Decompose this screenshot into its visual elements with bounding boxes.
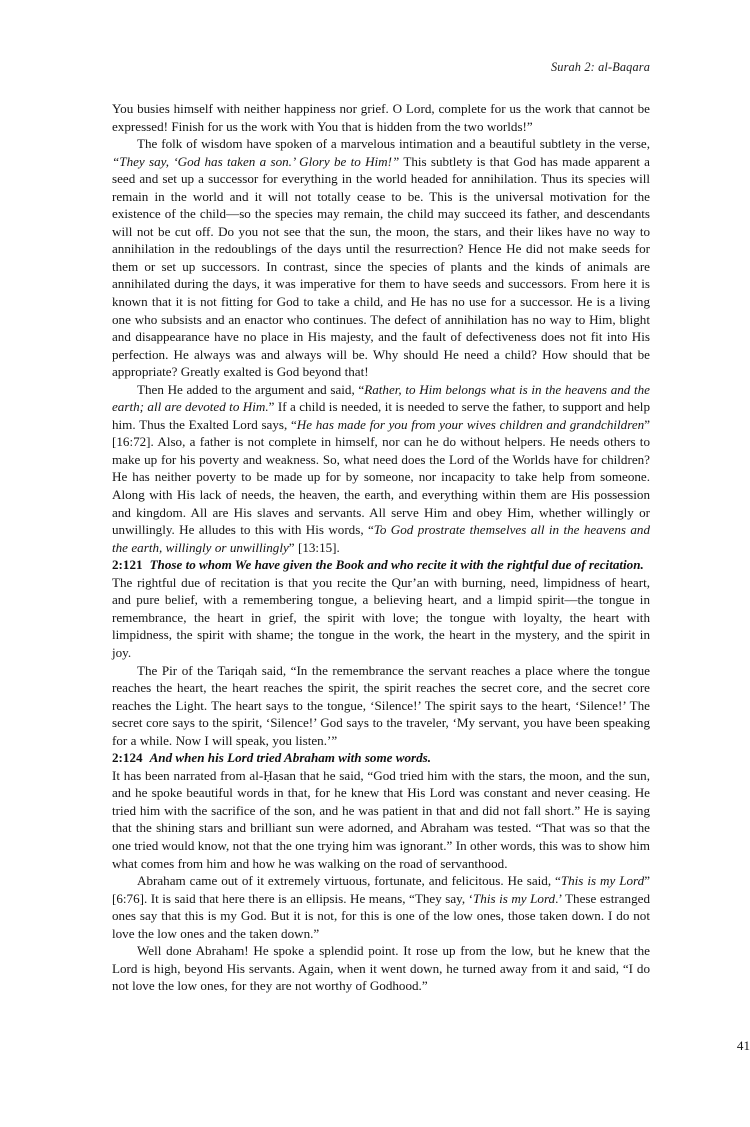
verse-heading [112,749,650,767]
verse-heading [112,556,650,574]
verse-number: 2:121 [112,557,143,573]
body-paragraph: You busies himself with neither happiness nor grief. O Lord, complete for us the work that cannot be expressed! Finish for us the work with You that is hidden from the two worlds!” [112,101,650,134]
verse-text: And when his Lord tried Abraham with some words. [149,750,432,766]
body-paragraph: The Pir of the Tariqah said, “In the remembrance the servant reaches a place where the tongue reaches the heart, the heart reaches the spirit, the spirit reaches the secret core, and the secret core reaches the Light. The heart says to the tongue, ‘Silence!’ The spirit says to the heart, ‘Silence!’ The secret core says to the spirit, ‘Silence!’ God says to the traveler, ‘My servant, you have been speaking for a while. Now I will speak, you listen.’” [112,662,650,748]
page-number: 41 [736,1038,750,1053]
body-text-block [112,100,650,995]
body-paragraph: The rightful due of recitation is that you recite the Qur’an with burning, need, limpidness of heart, and pure belief, with a remembering tongue, a believing heart, and a limpid spirit—the tongue in remembrance, the heart in grief, the spirit with love; the tongue with loyalty, the heart with limpidness, the spirit with shame; the tongue in the work, the heart in the mystery, and the spirit in joy. [112,574,650,660]
body-paragraph: Well done Abraham! He spoke a splendid point. It rose up from the low, but he knew that the Lord is high, beyond His servants. Again, when it went down, he turned away from it and said, “I do not love the low ones, for they are not worthy of Godhood.” [112,943,650,994]
body-paragraph: The folk of wisdom have spoken of a marvelous intimation and a beautiful subtlety in the verse, “They say, ‘God has taken a son.’ Glory be to Him!” This subtlety is that God has made apparent a seed and set up a successor for everything in the world headed for annihilation. Thus its species will remain in the world and it will not totally cease to be. This is the universal motivation for the existence of the child—so the species may remain, the child may succeed its father, and descendants will not be cut off. Do you not see that the sun, the moon, the stars, and their likes have no way to annihilation in the redoublings of the days until the resurrection? Hence He did not make seeds for them or set up successors. In contrast, since the species of plants and the kinds of animals are annihilated during the days, it was imperative for them to have seeds and successors. From here it is known that it is not fitting for God to take a child, and He has no use for a successor. He is a living one who subsists and an enactor who continues. The defect of annihilation has no way to Him, blight and disappearance have no place in His majesty, and the fault of defectiveness does not fit into His perfection. He always was and always will be. Why should He need a child? How should that be appropriate? Greatly exalted is God beyond that! [112,136,650,380]
running-head: Surah 2: al-Baqara [550,60,650,74]
verse-text: Those to whom We have given the Book and who recite it with the rightful due of recitation. [149,557,644,573]
verse-number: 2:124 [112,750,143,766]
body-paragraph: Abraham came out of it extremely virtuous, fortunate, and felicitous. He said, “This is my Lord” [6:76]. It is said that here there is an ellipsis. He means, “They say, ‘This is my Lord.’ These estranged ones say that this is my God. But it is not, for this is one of the low ones, those taken down. I do not love the low ones and the taken down.” [112,873,650,941]
body-paragraph: Then He added to the argument and said, “Rather, to Him belongs what is in the heavens and the earth; all are devoted to Him.” If a child is needed, it is needed to serve the father, to support and help him. Thus the Exalted Lord says, “He has made for you from your wives children and grandchildren” [16:72]. Also, a father is not complete in himself, nor can he do without helpers. He needs others to make up for his poverty and weakness. So, what need does the Lord of the Worlds have for children? He has neither poverty to be made up for by someone, nor incapacity to take help from someone. Along with His lack of needs, the heaven, the earth, and everything within them are His possession and kingdom. All are His slaves and servants. All serve Him and obey Him, whether willingly or unwillingly. He alludes to this with His words, “To God prostrate themselves all in the heavens and the earth, willingly or unwillingly” [13:15]. [112,381,650,555]
body-paragraph: It has been narrated from al-Ḥasan that he said, “God tried him with the stars, the moon, and the sun, and he spoke beautiful words in that, for he knew that His Lord was constant and never ceasing. He tried him with the sacrifice of the son, and he was patient in that and did not fall short.” He is saying that the shining stars and brilliant sun were adorned, and Abraham was tested. “That was so that the one tried would know, not that the one trying him was ignorant.” In other words, this was to show him what comes from him and how he was walking on the road of servanthood. [112,767,650,871]
